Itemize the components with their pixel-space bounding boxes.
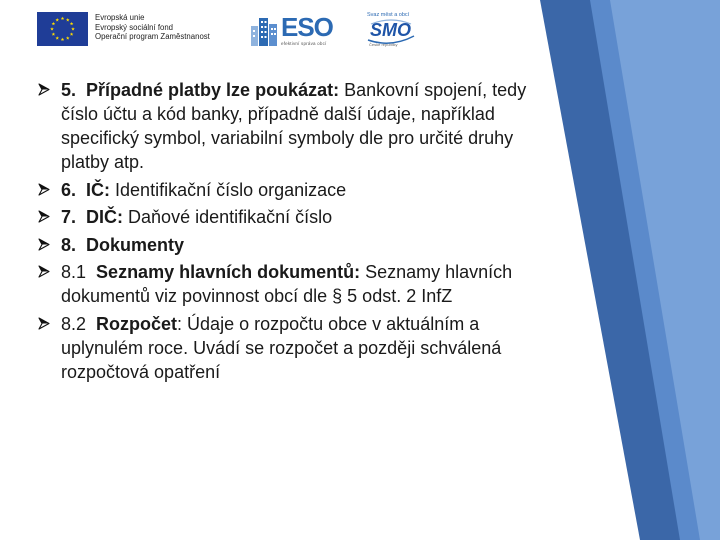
arrow-bullet-icon [38, 83, 50, 96]
item-label: Rozpočet [96, 313, 178, 334]
eu-logo-text [95, 13, 210, 42]
eso-tagline: efektivní správa obcí [281, 41, 327, 46]
arrow-bullet-icon [38, 265, 50, 278]
item-label: Seznamy hlavních dokumentů: [96, 262, 361, 282]
item-number: 6. [61, 179, 77, 200]
list-item [38, 78, 550, 174]
smo-logo-text: SMO [370, 20, 412, 40]
content [38, 78, 550, 387]
arrow-bullet-icon [38, 317, 50, 330]
eu-star-icon [66, 36, 70, 39]
item-label: DIČ: [86, 207, 124, 227]
item-label: IČ: [86, 179, 111, 200]
eu-star-icon [50, 27, 54, 30]
list-item [38, 205, 550, 229]
item-number: 7. [61, 207, 77, 227]
item-text: Daňové identifikační číslo [123, 207, 333, 227]
item-number: 8. [61, 234, 77, 255]
item-label: Případné platby lze poukázat: [86, 80, 340, 100]
eu-star-icon [61, 38, 65, 41]
bullet-list [38, 78, 550, 384]
building-icon [249, 14, 279, 48]
eu-line-3: Operační program Zaměstnanost [95, 32, 210, 41]
item-label: Dokumenty [86, 234, 185, 255]
item-number: 8.1 [61, 262, 87, 282]
item-text: Bankovní spojení, tedy číslo účtu a kód banky, případně další údaje, například specifický symbol, variabilní symboly dle pro určité druhy platby atp. [61, 80, 527, 172]
eso-logo [249, 12, 369, 52]
item-text: : Údaje o rozpočtu obce v aktuálním a uplynulém roce. Uvádí se rozpočet a později schválená rozpočtová opatření [61, 313, 502, 382]
eu-star-icon [55, 36, 59, 39]
arrow-bullet-icon [38, 210, 50, 223]
eu-line-1: Evropská unie [95, 13, 145, 22]
list-item [38, 178, 550, 202]
arrow-bullet-icon [38, 183, 50, 196]
item-number: 5. [61, 80, 77, 100]
list-item [38, 312, 550, 384]
item-spacer [76, 235, 86, 255]
item-spacer [76, 207, 86, 227]
eu-star-icon [71, 27, 75, 30]
eu-star-icon [70, 32, 74, 35]
item-spacer [86, 262, 96, 282]
list-item [38, 233, 550, 257]
eu-flag-icon [37, 12, 88, 46]
smo-arc-text: Svaz měst a obcí [367, 12, 410, 18]
list-item [38, 260, 550, 308]
eso-logo-text: ESO [281, 12, 333, 42]
eu-star-icon [70, 22, 74, 25]
item-spacer [86, 314, 96, 334]
item-text: Seznamy hlavních dokumentů viz povinnost obcí dle § 5 odst. 2 InfZ [61, 262, 513, 306]
smo-logo [365, 12, 425, 52]
item-number: 8.2 [61, 313, 87, 334]
eu-star-icon [61, 17, 65, 20]
smo-tagline: České republiky [369, 42, 398, 47]
item-spacer [76, 180, 86, 200]
eu-star-icon [52, 22, 56, 25]
arrow-bullet-icon [38, 238, 50, 251]
eu-star-icon [55, 18, 59, 21]
item-text: Identifikační číslo organizace [110, 179, 347, 200]
eu-star-icon [66, 18, 70, 21]
eu-line-2: Evropský sociální fond [95, 22, 174, 32]
eu-star-icon [52, 32, 56, 35]
item-spacer [76, 80, 86, 100]
